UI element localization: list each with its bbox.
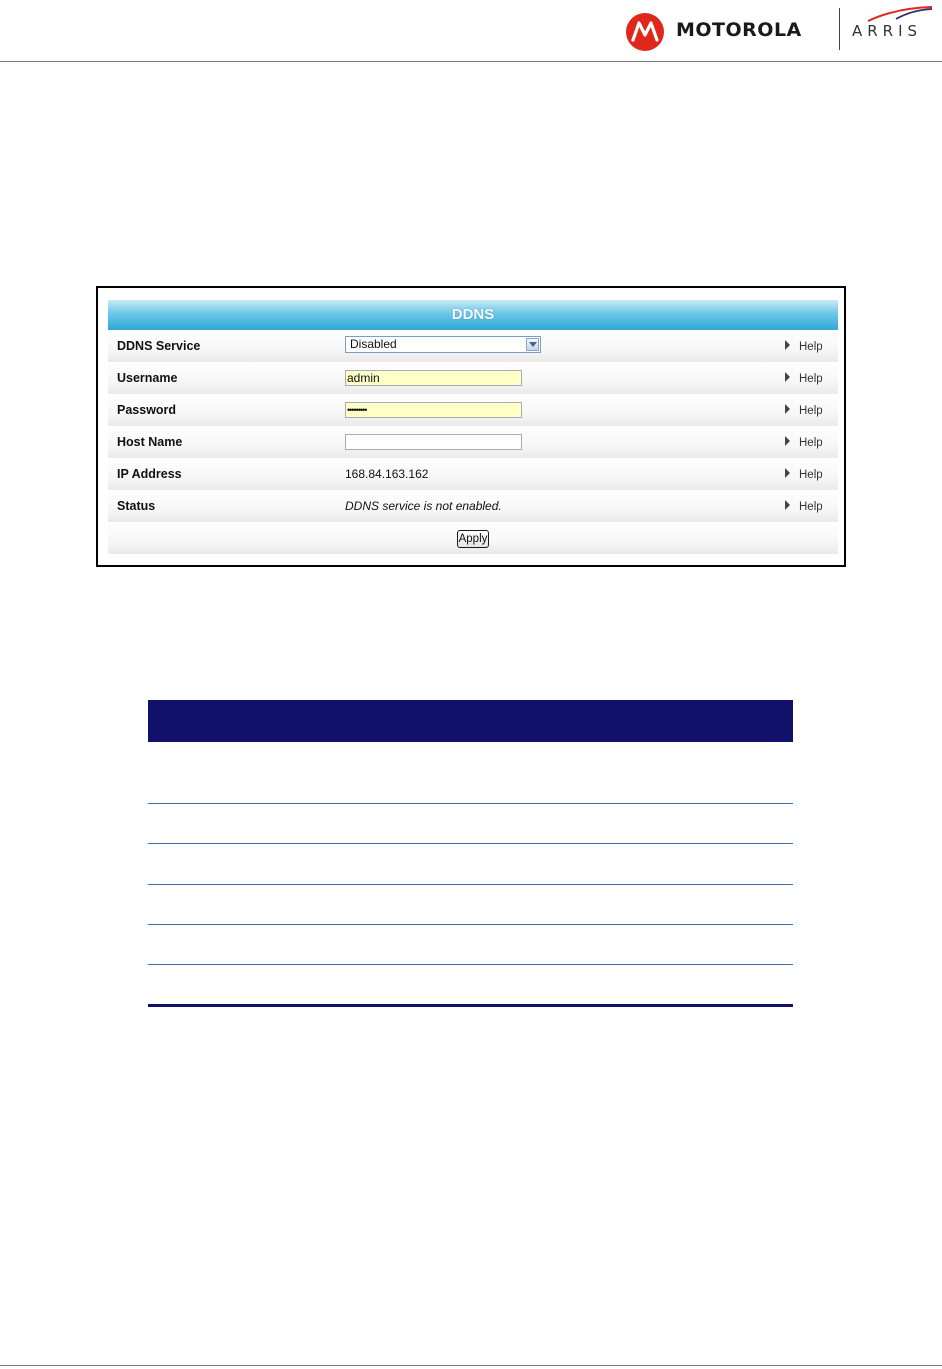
ddns-service-selected-value: Disabled [350,337,397,351]
triangle-right-icon [785,404,790,414]
table-row-divider [148,964,793,965]
table-row-divider [148,803,793,804]
password-row [108,395,838,427]
host-name-row [108,427,838,459]
table-row-divider [148,843,793,844]
table-row-divider [148,924,793,925]
triangle-right-icon [785,340,790,350]
help-link-host-name[interactable]: Help [785,436,823,449]
username-input[interactable]: admin [345,370,522,386]
table-header [148,700,793,742]
username-row [108,363,838,395]
table-bottom-rule [148,1004,793,1007]
host-name-input[interactable] [345,434,522,450]
host-name-label: Host Name [117,435,183,449]
arris-swoosh-icon [866,6,934,22]
ip-address-value: 168.84.163.162 [345,467,429,481]
table-row-divider [148,884,793,885]
motorola-logo-icon [626,13,664,51]
password-label: Password [117,403,177,417]
chevron-down-icon[interactable] [526,338,539,351]
ddns-panel [96,286,846,567]
password-input[interactable]: ••••••••• [345,402,522,418]
apply-row [108,523,838,555]
help-link-ip-address[interactable]: Help [785,468,823,481]
arris-wordmark: ARRIS [852,22,923,40]
help-link-ddns-service[interactable]: Help [785,340,823,353]
footer-rule [0,1365,942,1366]
ddns-title-bar: DDNS [108,300,838,330]
help-link-username[interactable]: Help [785,372,823,385]
motorola-wordmark: MOTOROLA [676,19,802,41]
triangle-right-icon [785,500,790,510]
username-label: Username [117,371,178,385]
logo-divider [839,8,840,50]
ip-address-label: IP Address [117,467,182,481]
apply-button[interactable]: Apply [457,530,489,548]
triangle-right-icon [785,468,790,478]
status-value: DDNS service is not enabled. [345,499,502,513]
triangle-right-icon [785,372,790,382]
header-rule [0,61,942,62]
status-label: Status [117,499,156,513]
status-row [108,491,838,523]
page-header [0,0,942,62]
ddns-service-row [108,331,838,363]
ip-address-row [108,459,838,491]
triangle-right-icon [785,436,790,446]
ddns-service-label: DDNS Service [117,339,201,353]
help-link-password[interactable]: Help [785,404,823,417]
ddns-service-select[interactable] [345,336,541,353]
help-link-status[interactable]: Help [785,500,823,513]
